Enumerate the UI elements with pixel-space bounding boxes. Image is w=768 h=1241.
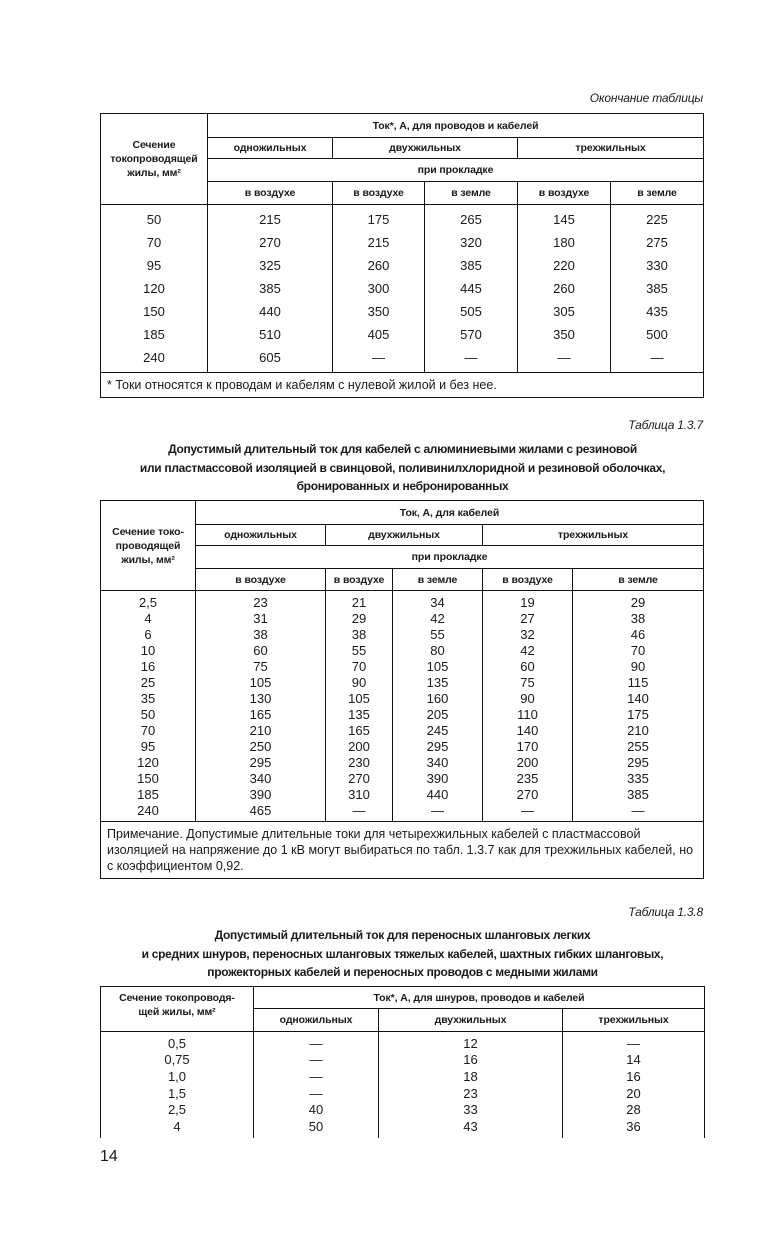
table-row (101, 738, 704, 754)
cell-current: 335 (573, 770, 704, 786)
cell-current: 385 (611, 277, 704, 300)
cell-current: 38 (196, 626, 326, 642)
cell-current: — (254, 1085, 379, 1102)
cell-current: 60 (483, 658, 573, 674)
cell-current: 385 (425, 254, 518, 277)
cell-current: 440 (208, 300, 333, 323)
page-number: 14 (100, 1148, 118, 1165)
cell-section: 1,0 (101, 1068, 254, 1085)
cell-current: 200 (483, 754, 573, 770)
header-double: двухжильных (333, 138, 518, 159)
cell-current: — (563, 1032, 705, 1052)
table-row (101, 591, 704, 611)
cell-current: 210 (196, 722, 326, 738)
cell-current: 38 (326, 626, 393, 642)
header-section: Сечение токопроводящей жилы, мм² (101, 114, 208, 205)
cell-current: 50 (254, 1118, 379, 1138)
cell-section: 10 (101, 642, 196, 658)
table-row (101, 1085, 705, 1102)
cell-current: — (333, 346, 425, 373)
table-title-line: прожекторных кабелей и переносных проводов с медными жилами (207, 965, 598, 979)
header-laying: при прокладке (208, 159, 704, 182)
cell-current: 42 (483, 642, 573, 658)
table-row (101, 626, 704, 642)
header-triple: трехжильных (563, 1009, 705, 1032)
cell-current: 38 (573, 610, 704, 626)
cell-current: 215 (208, 205, 333, 232)
cell-current: 255 (573, 738, 704, 754)
header-air: в воздухе (326, 569, 393, 591)
cell-section: 95 (101, 738, 196, 754)
cell-current: 270 (326, 770, 393, 786)
cell-section: 2,5 (101, 1101, 254, 1118)
cell-current: 28 (563, 1101, 705, 1118)
cell-current: 175 (573, 706, 704, 722)
table-title-line: Допустимый длительный ток для переносных шланговых легких (214, 928, 591, 942)
table-row (101, 754, 704, 770)
cell-section: 120 (101, 754, 196, 770)
cell-current: 165 (196, 706, 326, 722)
cell-current: 310 (326, 786, 393, 802)
cell-current: 385 (208, 277, 333, 300)
table-row (101, 231, 704, 254)
cell-current: 295 (393, 738, 483, 754)
cell-current: 260 (333, 254, 425, 277)
cell-current: 23 (196, 591, 326, 611)
cell-section: 150 (101, 770, 196, 786)
table-row (101, 770, 704, 786)
table-row (101, 722, 704, 738)
table-footnote: * Токи относятся к проводам и кабелям с нулевой жилой и без нее. (101, 373, 704, 398)
header-double: двухжильных (326, 525, 483, 546)
cell-current: 300 (333, 277, 425, 300)
cell-section: 185 (101, 323, 208, 346)
header-air: в воздухе (333, 182, 425, 205)
cell-current: 330 (611, 254, 704, 277)
cell-current: — (254, 1032, 379, 1052)
cell-section: 4 (101, 610, 196, 626)
cell-current: 445 (425, 277, 518, 300)
header-ground: в земле (611, 182, 704, 205)
cell-current: 43 (379, 1118, 563, 1138)
cell-current: 110 (483, 706, 573, 722)
cell-current: 235 (483, 770, 573, 786)
cell-section: 240 (101, 802, 196, 822)
cell-current: 115 (573, 674, 704, 690)
table-row (101, 1118, 705, 1138)
table-row (101, 690, 704, 706)
cell-current: 12 (379, 1032, 563, 1052)
table-row (101, 323, 704, 346)
table-title-line: Допустимый длительный ток для кабелей с алюминиевыми жилами с резиновой (168, 442, 637, 456)
cell-current: 60 (196, 642, 326, 658)
cell-section: 50 (101, 706, 196, 722)
cell-current: 29 (573, 591, 704, 611)
cell-section: 240 (101, 346, 208, 373)
table-row (101, 346, 704, 373)
cell-current: 245 (393, 722, 483, 738)
cell-current: 350 (333, 300, 425, 323)
cell-current: 275 (611, 231, 704, 254)
cell-current: — (326, 802, 393, 822)
table-row (101, 658, 704, 674)
cell-current: 140 (483, 722, 573, 738)
table-number: Таблица 1.3.8 (628, 905, 703, 919)
header-single: одножильных (208, 138, 333, 159)
cell-current: 260 (518, 277, 611, 300)
cell-current: 33 (379, 1101, 563, 1118)
cell-current: 305 (518, 300, 611, 323)
table-row (101, 802, 704, 822)
cell-current: — (573, 802, 704, 822)
table-row (101, 1032, 705, 1052)
header-air: в воздухе (196, 569, 326, 591)
cell-current: 320 (425, 231, 518, 254)
cell-current: 18 (379, 1068, 563, 1085)
cell-current: 105 (393, 658, 483, 674)
cell-current: 21 (326, 591, 393, 611)
cell-section: 0,75 (101, 1052, 254, 1069)
cell-section: 70 (101, 722, 196, 738)
cell-current: 570 (425, 323, 518, 346)
cell-current: 390 (196, 786, 326, 802)
table-row (101, 205, 704, 232)
cell-current: 55 (326, 642, 393, 658)
header-current: Ток*, А, для проводов и кабелей (208, 114, 704, 138)
cell-section: 120 (101, 277, 208, 300)
cell-current: 135 (393, 674, 483, 690)
cell-current: — (254, 1052, 379, 1069)
cell-current: 29 (326, 610, 393, 626)
table-note: Примечание. Допустимые длительные токи для четырехжильных кабелей с пластмассовой изоляцией на напряжение до 1 кВ могут выбираться по табл. 1.3.7 как для трехжильных кабелей, но с коэффициентом 0,92. (101, 822, 704, 879)
cell-section: 35 (101, 690, 196, 706)
cell-current: 225 (611, 205, 704, 232)
cell-current: 170 (483, 738, 573, 754)
cell-current: 42 (393, 610, 483, 626)
cell-current: — (518, 346, 611, 373)
header-triple: трехжильных (483, 525, 704, 546)
cell-current: 180 (518, 231, 611, 254)
table-1-3-8 (100, 986, 705, 1138)
table-title-line: или пластмассовой изоляцией в свинцовой, поливинилхлоридной и резиновой оболочках, (139, 460, 666, 475)
cell-current: 350 (518, 323, 611, 346)
table-row (101, 300, 704, 323)
cell-current: 55 (393, 626, 483, 642)
cell-current: 90 (326, 674, 393, 690)
table-row (101, 674, 704, 690)
cell-current: 295 (196, 754, 326, 770)
cell-current: 16 (379, 1052, 563, 1069)
table-continuation-caption: Окончание таблицы (589, 91, 703, 105)
cell-current: 435 (611, 300, 704, 323)
cell-current: 90 (483, 690, 573, 706)
cell-current: 175 (333, 205, 425, 232)
cell-current: 270 (483, 786, 573, 802)
cell-current: 295 (573, 754, 704, 770)
cell-section: 70 (101, 231, 208, 254)
cell-current: 160 (393, 690, 483, 706)
cell-current: 500 (611, 323, 704, 346)
cell-current: 340 (393, 754, 483, 770)
table-row (101, 277, 704, 300)
cell-current: 75 (196, 658, 326, 674)
cell-current: 34 (393, 591, 483, 611)
table-current-copper-end (100, 113, 704, 398)
cell-current: 46 (573, 626, 704, 642)
cell-section: 50 (101, 205, 208, 232)
table-title (100, 440, 705, 496)
cell-current: 385 (573, 786, 704, 802)
cell-current: 14 (563, 1052, 705, 1069)
table-title-line: и средних шнуров, переносных шланговых тяжелых кабелей, шахтных гибких шланговых, (141, 946, 664, 961)
cell-current: 105 (196, 674, 326, 690)
cell-section: 6 (101, 626, 196, 642)
header-section: Сечение токо-проводящей жилы, мм² (101, 501, 196, 591)
cell-current: 165 (326, 722, 393, 738)
cell-current: 135 (326, 706, 393, 722)
cell-current: 40 (254, 1101, 379, 1118)
cell-current: 200 (326, 738, 393, 754)
cell-current: 505 (425, 300, 518, 323)
header-ground: в земле (393, 569, 483, 591)
cell-current: 140 (573, 690, 704, 706)
cell-section: 95 (101, 254, 208, 277)
header-ground: в земле (425, 182, 518, 205)
header-current: Ток, А, для кабелей (196, 501, 704, 525)
cell-section: 2,5 (101, 591, 196, 611)
cell-current: 605 (208, 346, 333, 373)
cell-current: 210 (573, 722, 704, 738)
table-row (101, 610, 704, 626)
cell-current: — (254, 1068, 379, 1085)
cell-current: 405 (333, 323, 425, 346)
cell-section: 150 (101, 300, 208, 323)
cell-current: 220 (518, 254, 611, 277)
cell-current: 20 (563, 1085, 705, 1102)
cell-section: 4 (101, 1118, 254, 1138)
cell-current: 75 (483, 674, 573, 690)
cell-current: 16 (563, 1068, 705, 1085)
table-1-3-7 (100, 500, 704, 879)
cell-current: 130 (196, 690, 326, 706)
cell-current: 510 (208, 323, 333, 346)
header-current: Ток*, А, для шнуров, проводов и кабелей (254, 987, 705, 1009)
cell-section: 1,5 (101, 1085, 254, 1102)
cell-section: 0,5 (101, 1032, 254, 1052)
header-section: Сечение токопроводя-щей жилы, мм² (101, 987, 254, 1032)
table-row (101, 642, 704, 658)
header-triple: трехжильных (518, 138, 704, 159)
table-number: Таблица 1.3.7 (628, 418, 703, 432)
cell-current: 31 (196, 610, 326, 626)
table-row (101, 786, 704, 802)
cell-current: 230 (326, 754, 393, 770)
cell-current: 27 (483, 610, 573, 626)
table-row (101, 1052, 705, 1069)
cell-section: 25 (101, 674, 196, 690)
cell-current: 105 (326, 690, 393, 706)
cell-current: 205 (393, 706, 483, 722)
cell-current: 23 (379, 1085, 563, 1102)
table-title (100, 926, 705, 982)
table-title-line: бронированных и небронированных (296, 479, 509, 493)
cell-section: 16 (101, 658, 196, 674)
header-air: в воздухе (518, 182, 611, 205)
cell-current: 390 (393, 770, 483, 786)
cell-current: 145 (518, 205, 611, 232)
cell-current: 19 (483, 591, 573, 611)
table-row (101, 706, 704, 722)
cell-current: 250 (196, 738, 326, 754)
cell-current: 36 (563, 1118, 705, 1138)
cell-section: 185 (101, 786, 196, 802)
header-double: двухжильных (379, 1009, 563, 1032)
header-air: в воздухе (483, 569, 573, 591)
table-row (101, 254, 704, 277)
cell-current: — (611, 346, 704, 373)
header-single: одножильных (254, 1009, 379, 1032)
cell-current: 80 (393, 642, 483, 658)
cell-current: 32 (483, 626, 573, 642)
cell-current: — (425, 346, 518, 373)
table-row (101, 1101, 705, 1118)
header-air: в воздухе (208, 182, 333, 205)
cell-current: 265 (425, 205, 518, 232)
cell-current: 325 (208, 254, 333, 277)
table-row (101, 1068, 705, 1085)
header-single: одножильных (196, 525, 326, 546)
cell-current: 90 (573, 658, 704, 674)
cell-current: — (393, 802, 483, 822)
header-laying: при прокладке (196, 546, 704, 569)
cell-current: 70 (326, 658, 393, 674)
cell-current: 215 (333, 231, 425, 254)
cell-current: 70 (573, 642, 704, 658)
cell-current: — (483, 802, 573, 822)
header-ground: в земле (573, 569, 704, 591)
cell-current: 465 (196, 802, 326, 822)
cell-current: 340 (196, 770, 326, 786)
cell-current: 270 (208, 231, 333, 254)
cell-current: 440 (393, 786, 483, 802)
